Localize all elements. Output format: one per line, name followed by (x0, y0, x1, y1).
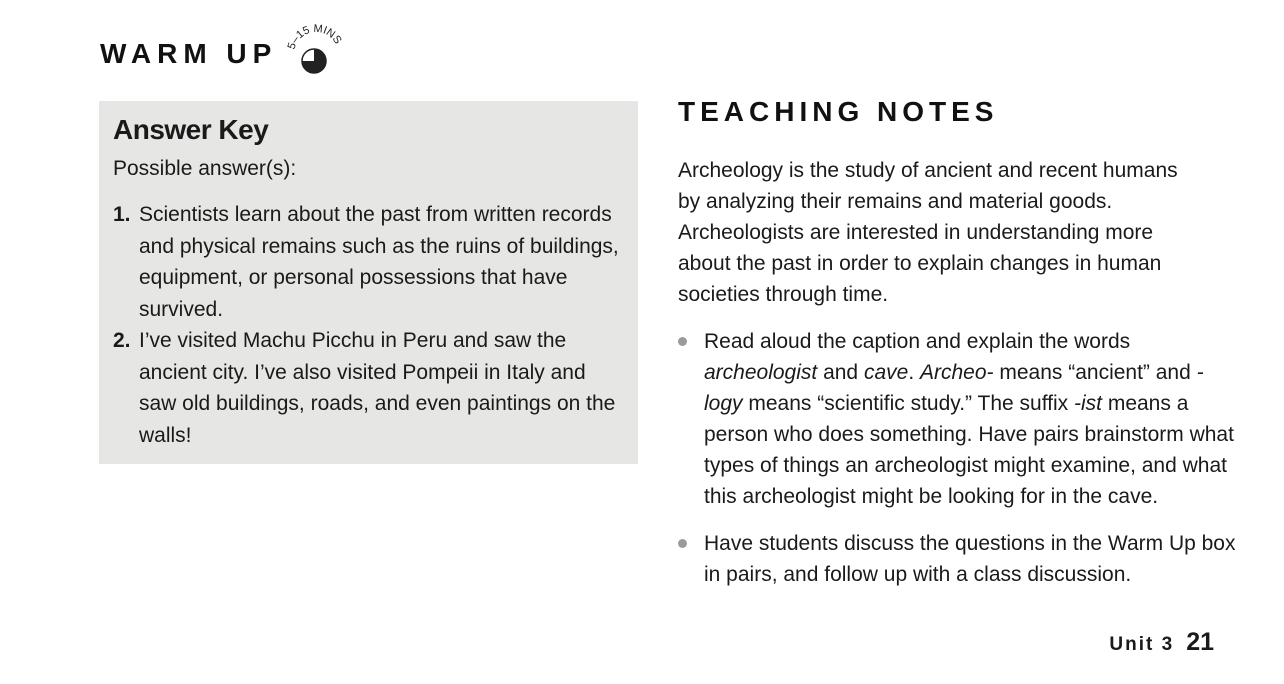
bullet-item (678, 528, 1238, 590)
bullet-text: Have students discuss the questions in the Warm Up box in pairs, and follow up with a class discussion. (704, 532, 1236, 586)
italic-term: -ist (1074, 392, 1102, 415)
warm-up-title: WARM UP (100, 38, 278, 69)
teaching-notes-title: TEACHING NOTES (678, 96, 999, 127)
answer-key-title: Answer Key (113, 114, 269, 145)
teaching-notes-bullets (678, 326, 1238, 606)
teaching-notes-paragraph: Archeology is the study of ancient and recent humans by analyzing their remains and material goods. Archeologists are interested in understanding more about the past in order to explain changes in human societies through time. (678, 159, 1178, 306)
unit-label: Unit 3 (1109, 634, 1175, 655)
answer-text: I’ve visited Machu Picchu in Peru and saw the ancient city. I’ve also visited Pompeii in Italy and saw old buildings, roads, and even paintings on the walls! (139, 329, 616, 447)
italic-term: archeologist (704, 361, 818, 384)
text-run: and (817, 361, 864, 384)
text-run: . (908, 361, 920, 384)
text-run: means “scientific study.” The suffix (742, 392, 1074, 415)
bullet-text (704, 326, 1238, 512)
bullet-icon (678, 539, 687, 548)
page-footer (1109, 628, 1214, 657)
text-run: means a person who does something. Have pairs brainstorm what types of things an archeologist might examine, and what this archeologist might be looking for in the cave. (704, 392, 1234, 508)
bullet-item (678, 326, 1238, 512)
page-number: 21 (1186, 628, 1214, 656)
italic-term: cave (863, 361, 909, 384)
bullet-icon (678, 337, 687, 346)
italic-term: -logy (704, 361, 1204, 415)
answer-item (113, 199, 624, 325)
answer-item (113, 325, 624, 451)
answer-key-box (99, 101, 638, 464)
answer-key-subtitle: Possible answer(s): (113, 157, 297, 180)
answer-number: 1. (113, 203, 131, 226)
text-run: Read aloud the caption and explain the words (704, 330, 1131, 353)
timer-icon (280, 24, 350, 76)
answer-list (113, 199, 624, 451)
answer-number: 2. (113, 329, 131, 352)
timer-label: 5–15 MINS (285, 24, 344, 51)
text-run: means “ancient” and (993, 361, 1197, 384)
italic-term: Archeo- (919, 361, 994, 384)
answer-text: Scientists learn about the past from written records and physical remains such as the ruins of buildings, equipment, or personal possessions that have survived. (139, 203, 619, 321)
